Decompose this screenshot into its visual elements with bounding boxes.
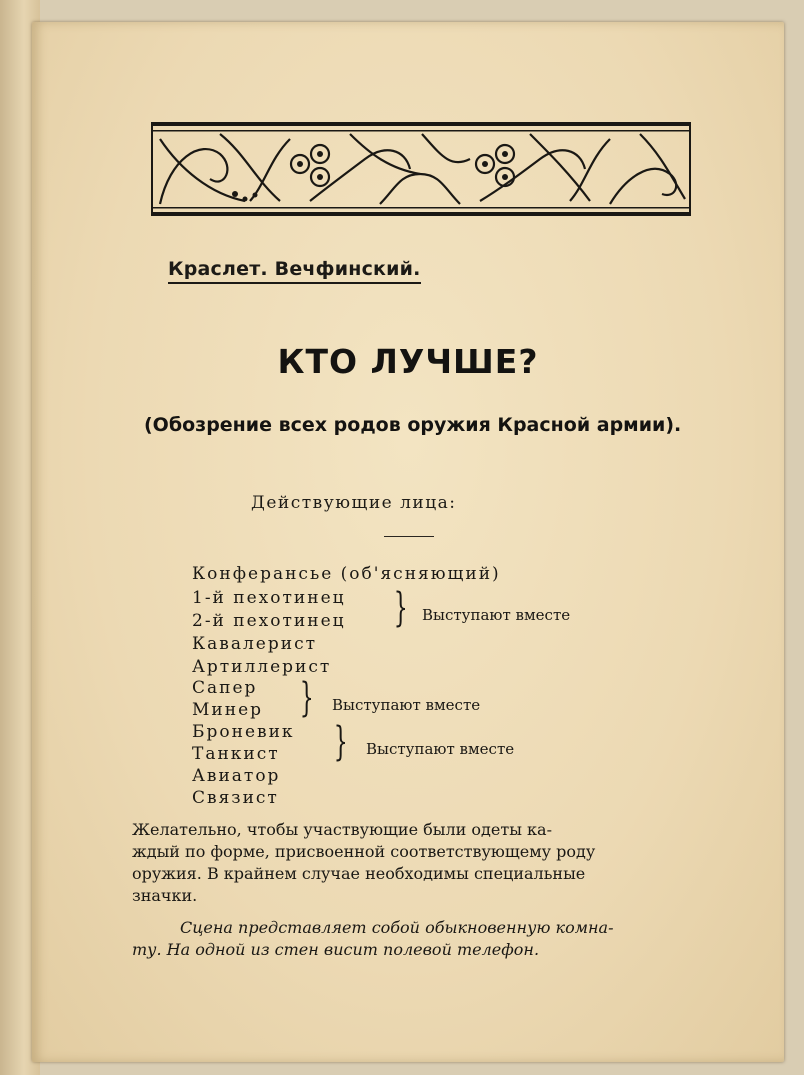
group-note: Выступают вместе — [366, 740, 515, 758]
character-item: Кавалерист — [192, 634, 317, 654]
character-item: Конферансье (об'ясняющий) — [192, 564, 501, 584]
author-line: Краслет. Вечфинский. — [168, 258, 421, 284]
group-brace: } — [333, 719, 348, 765]
character-item: Связист — [192, 788, 279, 808]
character-item: Минер — [192, 700, 264, 720]
group-brace: } — [393, 585, 408, 631]
cast-heading: Действующие лица: — [251, 493, 457, 513]
group-note: Выступают вместе — [332, 696, 481, 714]
paragraph-line: ждый по форме, присвоенной соответствующему роду — [132, 842, 596, 861]
page-title: КТО ЛУЧШЕ? — [277, 342, 539, 381]
character-item: Артиллерист — [192, 657, 332, 677]
character-item: Танкист — [192, 744, 280, 764]
character-item: Сапер — [192, 678, 258, 698]
ornament-band — [150, 119, 692, 251]
character-item: Авиатор — [192, 766, 281, 786]
group-note: Выступают вместе — [422, 606, 571, 624]
stage-direction-line: ту. На одной из стен висит полевой телефон. — [132, 940, 540, 959]
paragraph-line: значки. — [132, 886, 198, 905]
paragraph-line: Желательно, чтобы участвующие были одеты ка- — [132, 820, 552, 839]
page-subtitle: (Обозрение всех родов оружия Красной армии). — [144, 414, 682, 436]
book-page — [32, 22, 784, 1062]
character-item: 1-й пехотинец — [192, 588, 346, 608]
group-brace: } — [299, 675, 314, 721]
character-item: 2-й пехотинец — [192, 611, 346, 631]
divider-rule — [384, 536, 434, 537]
character-item: Броневик — [192, 722, 295, 742]
stage-direction-line: Сцена представляет собой обыкновенную комна- — [180, 918, 614, 937]
paragraph-line: оружия. В крайнем случае необходимы специальные — [132, 864, 586, 883]
